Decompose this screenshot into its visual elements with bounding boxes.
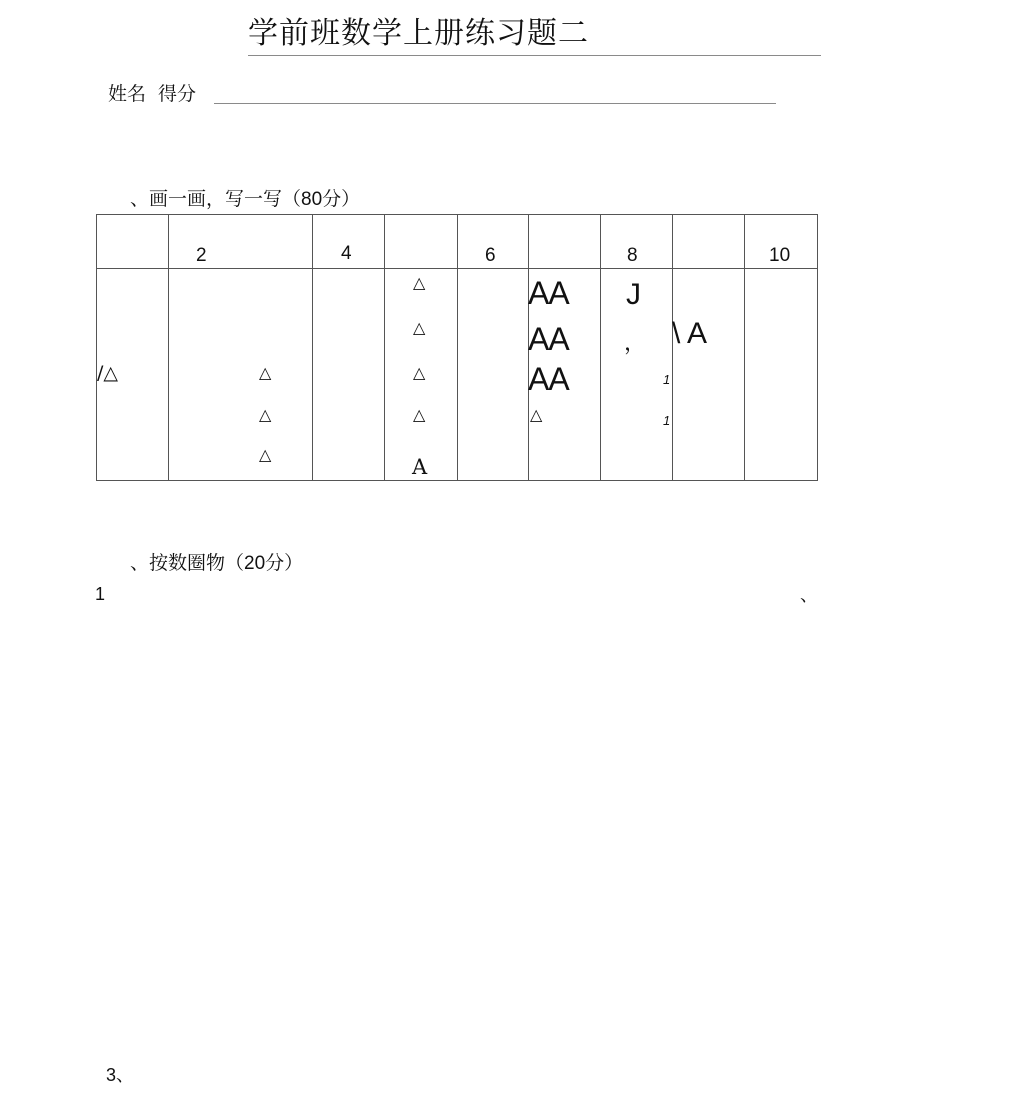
name-label: 姓名 <box>108 83 147 105</box>
col7-letter-j: J <box>626 278 641 311</box>
table-col-divider <box>168 214 169 481</box>
table-col-divider <box>457 214 458 481</box>
table-col-divider <box>600 214 601 481</box>
col7-comma: ， <box>624 331 647 356</box>
table-col-divider <box>384 214 385 481</box>
col4-letter-a: A <box>412 455 428 479</box>
question-1-mark: 、 <box>800 585 818 605</box>
col1-slash-triangle: /△ <box>97 362 119 384</box>
section-2-prefix: 、按数圈物（ <box>130 552 245 574</box>
triangle-icon: △ <box>413 318 426 337</box>
header-number-4: 4 <box>341 243 352 264</box>
triangle-icon: △ <box>259 405 272 424</box>
header-number-2: 2 <box>196 245 207 266</box>
table-col-divider <box>744 214 745 481</box>
section-2-suffix: ） <box>284 552 304 574</box>
aa-mark: AA <box>528 361 569 397</box>
header-number-6: 6 <box>485 245 496 266</box>
triangle-icon: △ <box>413 405 426 424</box>
section-2-heading <box>130 550 303 577</box>
aa-mark: AA <box>528 321 569 357</box>
section-1-suffix: ） <box>341 188 361 210</box>
section-1-score: 80分 <box>301 189 342 210</box>
title-underline <box>248 55 821 56</box>
header-number-8: 8 <box>627 245 638 266</box>
header-number-10: 10 <box>769 245 791 266</box>
col7-number-1: 1 <box>663 372 671 387</box>
triangle-icon: △ <box>259 363 272 382</box>
section-1-heading <box>130 186 360 213</box>
name-fill-line[interactable] <box>214 103 776 104</box>
triangle-icon: △ <box>413 273 426 292</box>
page-title: 学前班数学上册练习题二 <box>248 16 589 51</box>
triangle-icon: △ <box>413 363 426 382</box>
col7-number-1: 1 <box>663 413 671 428</box>
draw-write-table <box>96 214 818 481</box>
score-label: 得分 <box>158 83 197 105</box>
col8-backslash-a: \ A <box>672 317 708 350</box>
section-1-prefix: 、画一画，写一写（ <box>130 188 302 210</box>
question-number-1: 1 <box>95 584 106 604</box>
table-border-right <box>817 214 818 481</box>
triangle-icon: △ <box>259 445 272 464</box>
triangle-icon: △ <box>530 405 543 424</box>
aa-mark: AA <box>528 275 569 311</box>
student-info-line <box>108 80 196 108</box>
section-2-score: 20分 <box>244 553 285 574</box>
table-border-left <box>96 214 97 481</box>
question-number-3: 3、 <box>106 1065 135 1085</box>
table-col-divider <box>312 214 313 481</box>
